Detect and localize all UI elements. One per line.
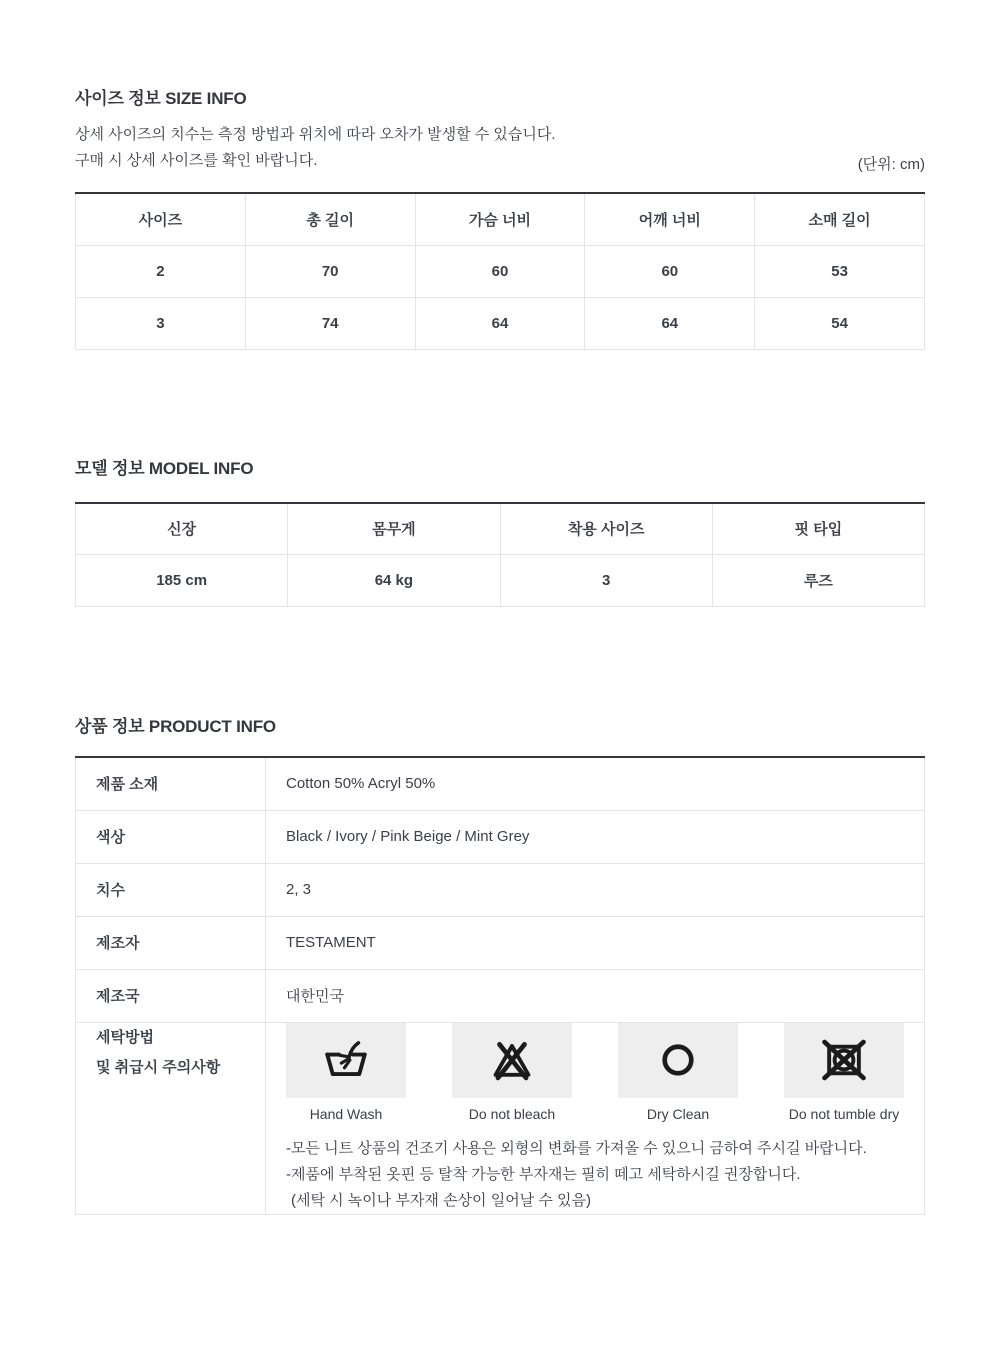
- product-row-country: [76, 969, 925, 1022]
- model-col-header: 착용 사이즈: [500, 503, 712, 555]
- size-cell: 64: [415, 297, 585, 349]
- size-cell: 60: [415, 245, 585, 297]
- size-cell: 54: [755, 297, 925, 349]
- product-row-material: [76, 757, 925, 810]
- do-not-bleach-icon: [487, 1035, 537, 1085]
- size-cell: 64: [585, 297, 755, 349]
- size-col-header: 가슴 너비: [415, 193, 585, 245]
- product-row-value: TESTAMENT: [266, 916, 925, 969]
- model-col-header: 핏 타입: [712, 503, 924, 555]
- model-col-header: 몸무게: [288, 503, 500, 555]
- care-label-line2: 및 취급시 주의사항: [96, 1058, 221, 1076]
- product-detail-page: [0, 84, 1000, 1215]
- size-col-header: 사이즈: [76, 193, 246, 245]
- size-table-header-row: [76, 193, 925, 245]
- model-cell: 64 kg: [288, 555, 500, 607]
- dry-clean-icon: [653, 1035, 703, 1085]
- size-col-header: 어깨 너비: [585, 193, 755, 245]
- size-info-title: 사이즈 정보 SIZE INFO: [75, 89, 247, 108]
- model-info-title: 모델 정보 MODEL INFO: [75, 458, 254, 478]
- size-cell: 3: [76, 297, 246, 349]
- care-item-dry-clean: [618, 1023, 738, 1122]
- size-cell: 70: [245, 245, 415, 297]
- product-info-title: 상품 정보 PRODUCT INFO: [75, 717, 276, 736]
- product-row-label: 제조자: [76, 916, 266, 969]
- product-row-manufacturer: [76, 916, 925, 969]
- product-table: [75, 756, 925, 1215]
- model-table-header-row: [76, 503, 925, 555]
- product-row-value: Black / Ivory / Pink Beige / Mint Grey: [266, 810, 925, 863]
- care-icon-caption: Do not bleach: [468, 1105, 556, 1122]
- size-table-row: [76, 297, 925, 349]
- size-cell: 74: [245, 297, 415, 349]
- product-row-value: Cotton 50% Acryl 50%: [266, 757, 925, 810]
- size-unit-note: (단위: cm): [857, 156, 925, 173]
- care-item-do-not-tumble-dry: [784, 1023, 904, 1122]
- model-cell: 3: [500, 555, 712, 607]
- size-info-desc-line2: 구매 시 상세 사이즈를 확인 바랍니다.: [75, 152, 318, 169]
- product-row-label: 제조국: [76, 969, 266, 1022]
- care-icon-caption: Hand Wash: [309, 1105, 383, 1122]
- care-note-line: -제품에 부착된 옷핀 등 탈착 가능한 부자재는 필히 떼고 세탁하시길 권장합니다.: [286, 1165, 801, 1183]
- care-icon-box: [618, 1023, 738, 1098]
- care-icon-caption: Dry Clean: [646, 1105, 710, 1122]
- size-info-desc-line1: 상세 사이즈의 치수는 측정 방법과 위치에 따라 오차가 발생할 수 있습니다.: [75, 126, 556, 143]
- size-cell: 53: [755, 245, 925, 297]
- model-col-header: 신장: [76, 503, 288, 555]
- size-table: [75, 192, 925, 350]
- care-label: [76, 1022, 266, 1214]
- care-icons-row: [286, 1023, 924, 1122]
- do-not-tumble-dry-icon: [817, 1035, 871, 1085]
- care-item-hand-wash: [286, 1023, 406, 1122]
- product-row-care: [76, 1022, 925, 1214]
- model-table-row: [76, 555, 925, 607]
- care-icon-box: [286, 1023, 406, 1098]
- model-cell: 185 cm: [76, 555, 288, 607]
- size-col-header: 소매 길이: [755, 193, 925, 245]
- care-icon-box: [784, 1023, 904, 1098]
- care-note-line: -모든 니트 상품의 건조기 사용은 외형의 변화를 가져올 수 있으니 금하여 주시길 바랍니다.: [286, 1139, 867, 1157]
- care-label-line1: 세탁방법: [96, 1028, 154, 1046]
- model-table: [75, 502, 925, 608]
- size-cell: 60: [585, 245, 755, 297]
- size-col-header: 총 길이: [245, 193, 415, 245]
- product-row-label: 제품 소재: [76, 757, 266, 810]
- model-cell: 루즈: [712, 555, 924, 607]
- care-note-line: (세탁 시 녹이나 부자재 손상이 일어날 수 있음): [291, 1191, 591, 1209]
- care-item-do-not-bleach: [452, 1023, 572, 1122]
- product-row-value: 대한민국: [266, 969, 925, 1022]
- product-row-label: 색상: [76, 810, 266, 863]
- care-content: [266, 1022, 925, 1214]
- hand-wash-icon: [321, 1035, 371, 1085]
- product-row-value: 2, 3: [266, 863, 925, 916]
- care-notes: [286, 1136, 924, 1214]
- product-row-size: [76, 863, 925, 916]
- care-icon-caption: Do not tumble dry: [788, 1105, 900, 1122]
- size-table-row: [76, 245, 925, 297]
- product-row-label: 치수: [76, 863, 266, 916]
- size-cell: 2: [76, 245, 246, 297]
- care-icon-box: [452, 1023, 572, 1098]
- product-row-color: [76, 810, 925, 863]
- size-info-desc-row: [75, 148, 925, 174]
